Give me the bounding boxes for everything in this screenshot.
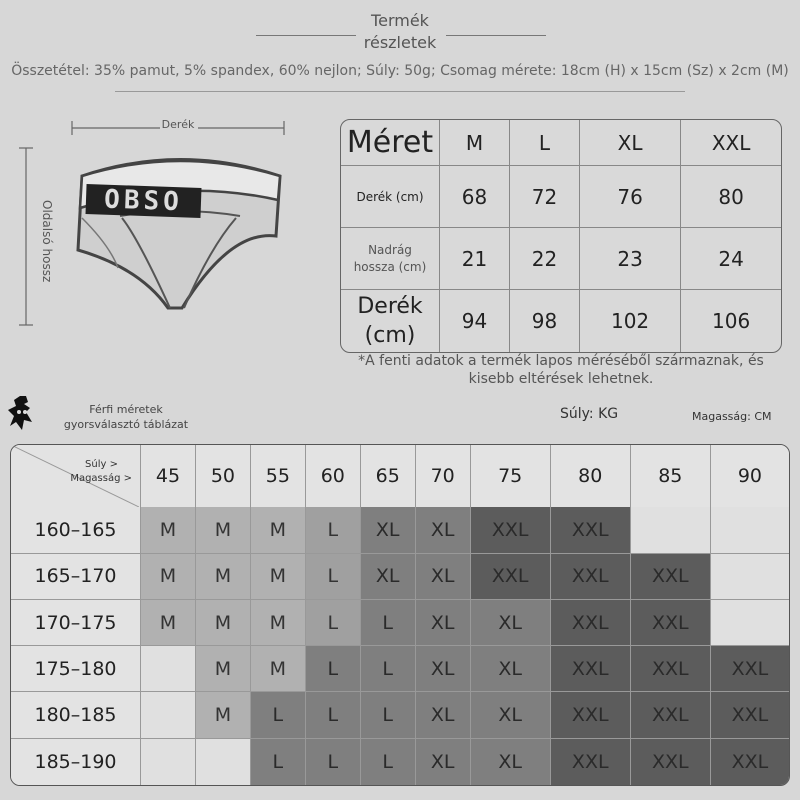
size-cell: XL xyxy=(416,600,471,646)
height-range-label: 175–180 xyxy=(11,646,141,692)
matrix-row xyxy=(11,739,789,785)
size-cell: L xyxy=(361,600,416,646)
size-cell: M xyxy=(251,600,306,646)
size-cell: L xyxy=(251,739,306,785)
size-value: 76 xyxy=(580,166,681,228)
size-table xyxy=(340,119,782,353)
size-header-cell: XXL xyxy=(681,120,781,166)
size-cell: M xyxy=(141,507,196,553)
weight-header: 45 xyxy=(141,445,196,507)
waist-label: Derék xyxy=(161,118,195,131)
size-cell: XXL xyxy=(551,646,631,692)
title-line-1: Termék xyxy=(371,11,429,30)
size-table-row xyxy=(341,290,781,352)
weight-header: 50 xyxy=(196,445,251,507)
size-cell: XXL xyxy=(471,554,551,600)
size-value: 106 xyxy=(712,309,751,333)
matrix-corner xyxy=(11,445,141,507)
corner-height-label: Magasság > xyxy=(70,473,132,484)
size-value: 94 xyxy=(440,290,510,352)
size-value: 102 xyxy=(580,290,681,352)
size-row-label: Derék (cm) xyxy=(341,166,440,228)
size-cell: M xyxy=(196,600,251,646)
size-header-cell: XL xyxy=(580,120,681,166)
size-header-cell: M xyxy=(440,120,510,166)
size-cell: XXL xyxy=(711,646,789,692)
header-rule-left xyxy=(256,35,356,36)
matrix-header-row xyxy=(11,445,789,507)
size-cell: XL xyxy=(471,646,551,692)
size-value: 80 xyxy=(681,166,781,228)
size-cell: M xyxy=(196,507,251,553)
height-range-label: 165–170 xyxy=(11,554,141,600)
size-cell: L xyxy=(306,554,361,600)
matrix-row xyxy=(11,692,789,738)
size-cell: XXL xyxy=(711,739,789,785)
brand-logo: OBSO xyxy=(86,184,202,218)
size-cell: L xyxy=(306,692,361,738)
size-cell: L xyxy=(306,646,361,692)
size-value: 98 xyxy=(510,290,580,352)
size-cell: M xyxy=(196,692,251,738)
size-cell: XL xyxy=(361,554,416,600)
size-row-label: Nadrág hossza (cm) xyxy=(341,228,440,290)
composition-text: Összetétel: 35% pamut, 5% spandex, 60% nejlon; Súly: 50g; Csomag mérete: 18cm (H) x 15cm (Sz) x 2cm (M) xyxy=(11,63,789,79)
size-cell xyxy=(711,554,789,600)
size-cell: XXL xyxy=(551,600,631,646)
weight-unit-label: Súly: KG xyxy=(560,406,619,422)
weight-header: 70 xyxy=(416,445,471,507)
mascot-icon xyxy=(6,392,38,436)
size-cell: M xyxy=(251,554,306,600)
size-cell: XXL xyxy=(551,507,631,553)
size-cell: XL xyxy=(471,739,551,785)
size-cell: XXL xyxy=(551,692,631,738)
size-cell: XL xyxy=(361,507,416,553)
height-unit-label: Magasság: CM xyxy=(692,410,772,423)
size-table-row xyxy=(341,166,781,228)
size-cell: L xyxy=(251,692,306,738)
title-line-2: részletek xyxy=(363,33,437,52)
weight-header: 80 xyxy=(551,445,631,507)
header-rule-right xyxy=(446,35,546,36)
size-value: 22 xyxy=(510,228,580,290)
size-cell: XXL xyxy=(711,692,789,738)
matrix-row xyxy=(11,507,789,553)
measurement-note: *A fenti adatok a termék lapos méréséből származnak, és kisebb eltérések lehetnek. xyxy=(358,353,764,387)
size-header-cell: L xyxy=(510,120,580,166)
size-cell xyxy=(141,739,196,785)
size-cell: L xyxy=(361,646,416,692)
size-cell xyxy=(141,646,196,692)
size-cell: XL xyxy=(416,507,471,553)
size-table-header xyxy=(341,120,781,166)
size-cell: M xyxy=(196,554,251,600)
height-range-label: 160–165 xyxy=(11,507,141,553)
size-guide-matrix xyxy=(10,444,790,786)
matrix-row xyxy=(11,554,789,600)
height-range-label: 185–190 xyxy=(11,739,141,785)
size-value: 72 xyxy=(510,166,580,228)
size-cell: XXL xyxy=(551,554,631,600)
weight-header: 75 xyxy=(471,445,551,507)
height-range-label: 180–185 xyxy=(11,692,141,738)
size-value: 21 xyxy=(440,228,510,290)
size-value: 68 xyxy=(440,166,510,228)
size-value: 23 xyxy=(580,228,681,290)
size-cell xyxy=(711,600,789,646)
size-cell: XL xyxy=(416,646,471,692)
weight-header: 65 xyxy=(361,445,416,507)
composition-rule xyxy=(115,91,685,92)
size-cell: XXL xyxy=(631,600,711,646)
matrix-row xyxy=(11,646,789,692)
size-cell xyxy=(711,507,789,553)
size-header-cell: Méret xyxy=(341,120,440,166)
height-range-label: 170–175 xyxy=(11,600,141,646)
size-cell: XXL xyxy=(631,692,711,738)
size-cell: M xyxy=(141,600,196,646)
corner-weight-label: Súly > xyxy=(85,459,118,470)
size-cell: L xyxy=(361,692,416,738)
size-cell: L xyxy=(306,507,361,553)
size-cell: XL xyxy=(416,739,471,785)
size-cell: XXL xyxy=(631,739,711,785)
size-table-row xyxy=(341,228,781,290)
size-cell: XXL xyxy=(631,554,711,600)
size-row-label: Derék (cm) xyxy=(341,290,440,352)
size-cell: L xyxy=(306,739,361,785)
size-cell: XL xyxy=(416,554,471,600)
size-cell: XXL xyxy=(551,739,631,785)
weight-header: 55 xyxy=(251,445,306,507)
matrix-row xyxy=(11,600,789,646)
weight-header: 90 xyxy=(711,445,789,507)
guide-title: Férfi méretek gyorsválasztó táblázat xyxy=(63,403,189,431)
size-cell xyxy=(196,739,251,785)
weight-header: 85 xyxy=(631,445,711,507)
size-cell xyxy=(631,507,711,553)
size-value: 24 xyxy=(681,228,781,290)
size-cell xyxy=(141,692,196,738)
size-cell: L xyxy=(306,600,361,646)
size-cell: L xyxy=(361,739,416,785)
size-cell: XL xyxy=(471,692,551,738)
size-cell: M xyxy=(251,507,306,553)
size-cell: XXL xyxy=(631,646,711,692)
size-cell: XL xyxy=(416,692,471,738)
size-cell: M xyxy=(251,646,306,692)
page-title xyxy=(0,10,800,54)
size-cell: M xyxy=(196,646,251,692)
size-cell: XXL xyxy=(471,507,551,553)
briefs-diagram xyxy=(60,118,300,318)
side-length-label: Oldalsó hossz xyxy=(40,200,54,283)
size-cell: XL xyxy=(471,600,551,646)
size-cell: M xyxy=(141,554,196,600)
weight-header: 60 xyxy=(306,445,361,507)
